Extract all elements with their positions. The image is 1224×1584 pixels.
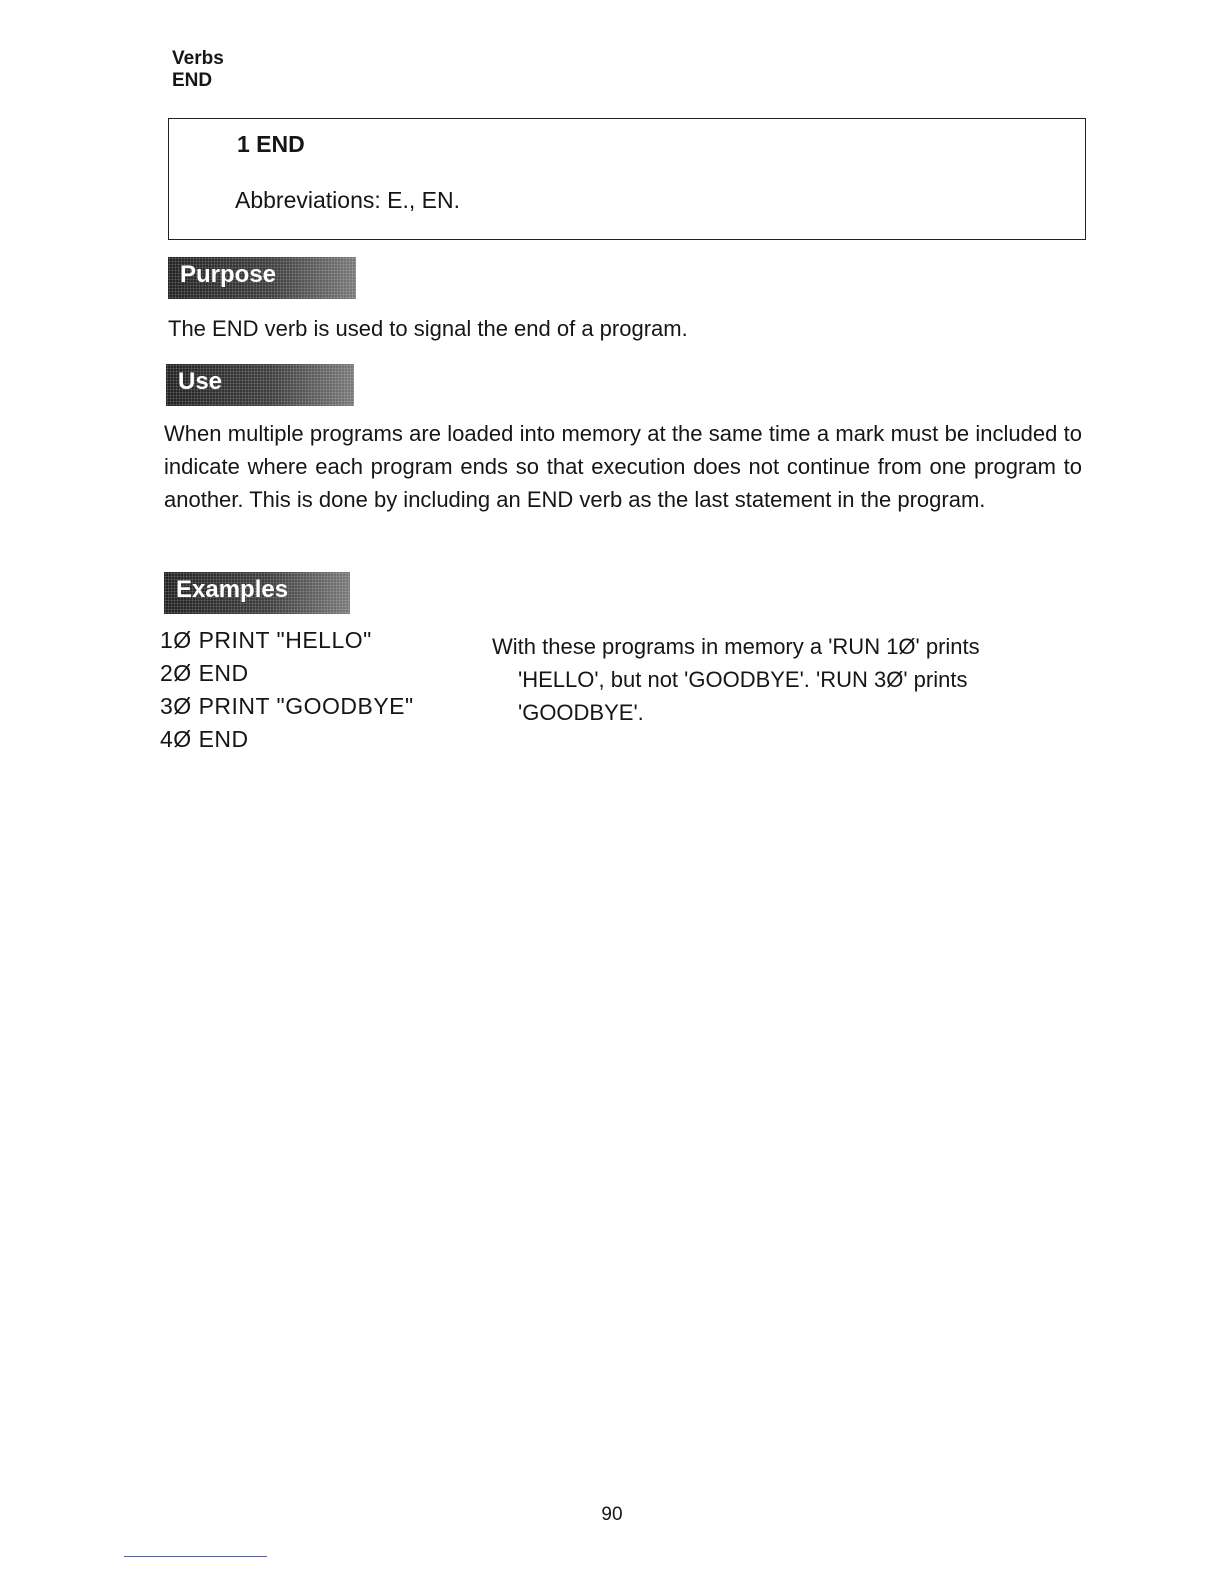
purpose-heading: Purpose	[168, 257, 356, 299]
purpose-text: The END verb is used to signal the end of a program.	[168, 316, 688, 341]
description-line: 'GOODBYE'.	[518, 700, 644, 725]
use-text: When multiple programs are loaded into memory at the same time a mark must be included to indicate where each program ends so that execution does not continue from one program to another. This is done by including an END verb as the last statement in the program.	[164, 421, 1082, 512]
header-section: Verbs	[172, 48, 224, 69]
abbreviations: Abbreviations: E., EN.	[235, 187, 460, 213]
description-line: 'HELLO', but not 'GOODBYE'. 'RUN 3Ø' prints	[518, 667, 968, 692]
syntax-box	[168, 118, 1086, 240]
example-description	[492, 630, 1082, 729]
code-line: 1Ø PRINT "HELLO"	[160, 627, 372, 653]
footer-rule	[124, 1556, 267, 1557]
code-line: 2Ø END	[160, 660, 249, 686]
code-line: 3Ø PRINT "GOODBYE"	[160, 693, 414, 719]
page-number: 90	[601, 1504, 623, 1525]
running-header	[172, 48, 224, 92]
header-topic: END	[172, 70, 213, 91]
example-code	[160, 624, 414, 756]
code-line: 4Ø END	[160, 726, 249, 752]
description-line: With these programs in memory a 'RUN 1Ø' prints	[492, 634, 980, 659]
syntax-form: 1 END	[237, 131, 305, 157]
examples-heading: Examples	[164, 572, 350, 614]
use-heading: Use	[166, 364, 354, 406]
